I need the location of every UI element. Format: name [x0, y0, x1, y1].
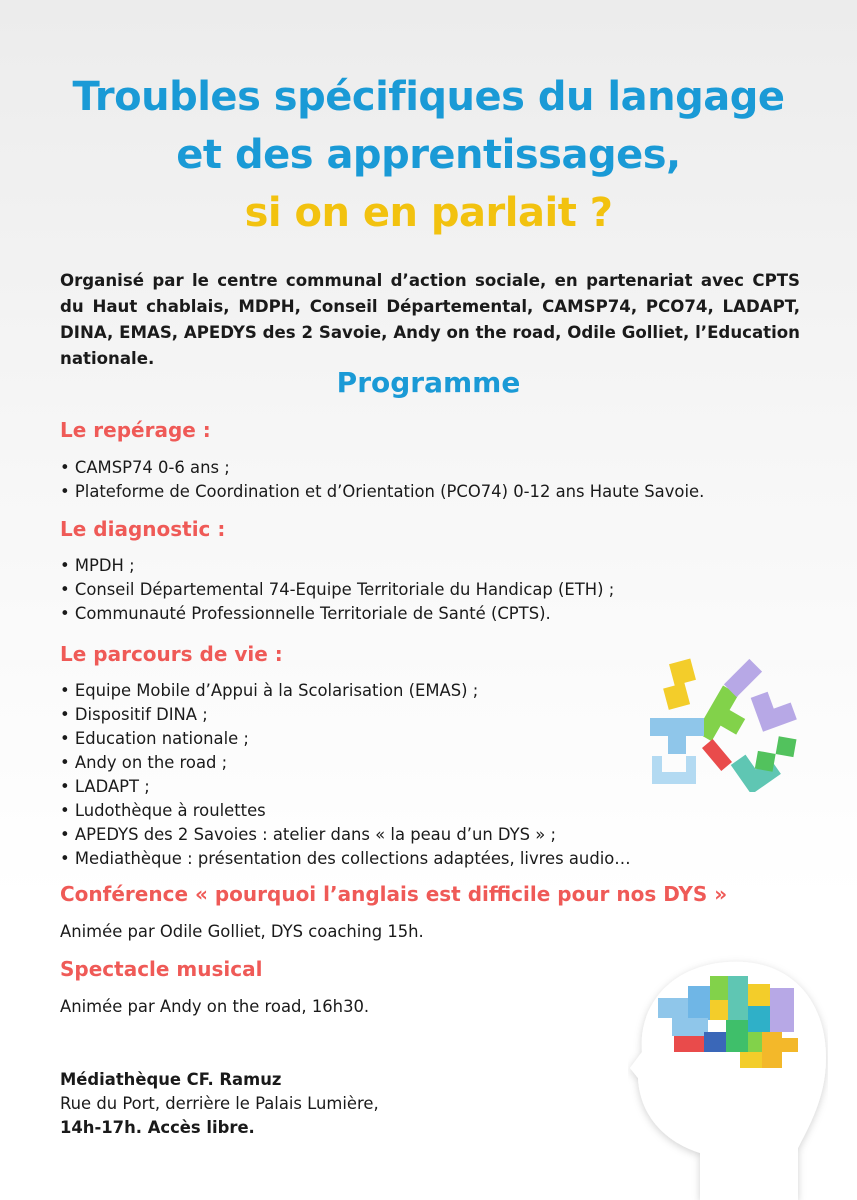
puzzle-piece [657, 659, 701, 710]
venue-hours: 14h-17h. Accès libre. [60, 1118, 255, 1137]
puzzle-piece [702, 739, 732, 771]
title-line-1: Troubles spécifiques du langage [72, 74, 785, 120]
parcours-heading: Le parcours de vie : [60, 642, 283, 666]
list-item: • LADAPT ; [60, 775, 631, 799]
list-item: • CAMSP74 0-6 ans ; [60, 456, 704, 480]
venue-address: Rue du Port, derrière le Palais Lumière, [60, 1094, 379, 1113]
list-item: • APEDYS des 2 Savoies : atelier dans « la peau d’un DYS » ; [60, 823, 631, 847]
head-silhouette-illustration [628, 948, 828, 1200]
list-item: • Ludothèque à roulettes [60, 799, 631, 823]
diagnostic-heading: Le diagnostic : [60, 517, 226, 541]
title-line-2: et des apprentissages, [176, 132, 681, 178]
list-item: • Conseil Départemental 74-Equipe Territoriale du Handicap (ETH) ; [60, 578, 614, 602]
puzzle-piece [696, 685, 754, 750]
list-item: • Mediathèque : présentation des collections adaptées, livres audio… [60, 847, 631, 871]
spectacle-heading: Spectacle musical [60, 957, 263, 981]
poster-title [0, 68, 857, 242]
list-item: • Andy on the road ; [60, 751, 631, 775]
diagnostic-list [60, 554, 614, 626]
puzzle-piece [751, 686, 797, 732]
conference-text: Animée par Odile Golliet, DYS coaching 15h. [60, 922, 424, 941]
spectacle-text: Animée par Andy on the road, 16h30. [60, 997, 370, 1016]
venue-name: Médiathèque CF. Ramuz [60, 1070, 282, 1089]
reperage-list [60, 456, 704, 504]
title-line-3: si on en parlait ? [244, 190, 613, 236]
puzzle-piece [650, 718, 704, 754]
list-item: • Equipe Mobile d’Appui à la Scolarisation (EMAS) ; [60, 679, 631, 703]
programme-heading: Programme [336, 366, 521, 399]
venue-block [60, 1068, 379, 1140]
reperage-heading: Le repérage : [60, 418, 211, 442]
conference-heading: Conférence « pourquoi l’anglais est difficile pour nos DYS » [60, 882, 728, 906]
parcours-list [60, 679, 631, 871]
puzzle-piece [652, 756, 696, 784]
organizers-paragraph: Organisé par le centre communal d’action sociale, en partenariat avec CPTS du Haut chablais, MDPH, Conseil Départemental, CAMSP74, PCO74, LADAPT, DINA, EMAS, APEDYS des 2 Savoie, Andy on the road, Odile Golliet, l’Education nationale. [60, 271, 800, 368]
list-item: • Dispositif DINA ; [60, 703, 631, 727]
list-item: • Education nationale ; [60, 727, 631, 751]
list-item: • Communauté Professionnelle Territoriale de Santé (CPTS). [60, 602, 614, 626]
puzzle-pieces-illustration [630, 652, 810, 792]
list-item: • MPDH ; [60, 554, 614, 578]
list-item: • Plateforme de Coordination et d’Orientation (PCO74) 0-12 ans Haute Savoie. [60, 480, 704, 504]
